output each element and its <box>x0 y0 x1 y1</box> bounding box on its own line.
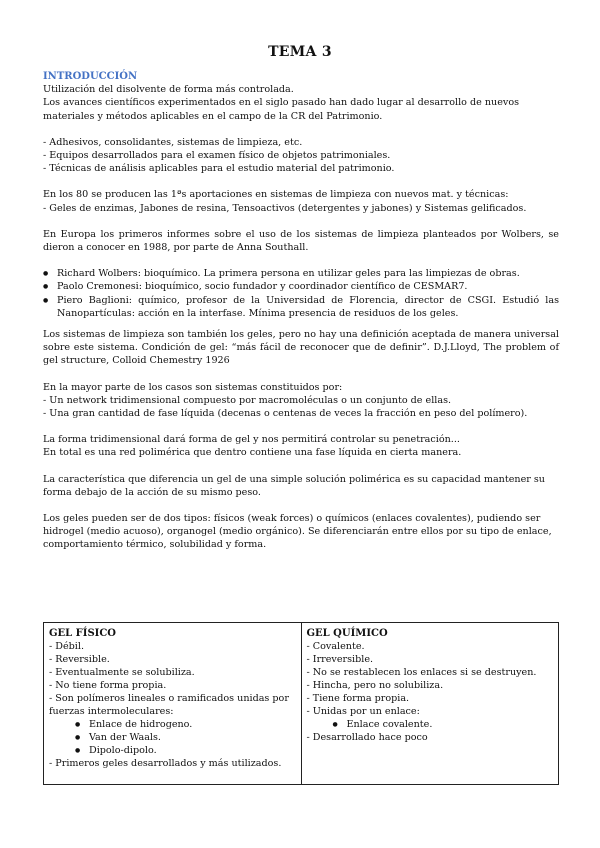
form-line-1: La forma tridimensional dará forma de gel y nos permitirá controlar su penetración... <box>43 434 460 446</box>
table-item: - Débil. <box>49 641 84 652</box>
list-item: ● Richard Wolbers: bioquímico. La primera persona en utilizar geles para las limpiezas de obras. <box>43 267 559 280</box>
list-item: ● Enlace de hidrogeno. <box>75 718 296 731</box>
eighties-line-2: - Geles de enzimas, Jabones de resina, Tensoactivos (detergentes y jabones) y Sistemas gelificados. <box>43 202 527 214</box>
list-item: ● Piero Baglioni: químico, profesor de la Universidad de Florencia, director de CSGI. Estudió las Nanopartículas: acción en la interfase. Mínima presencia de residuos de los geles. <box>43 294 559 320</box>
gel-quimico-heading: GEL QUÍMICO <box>306 628 388 639</box>
table-item: - Hincha, pero no solubiliza. <box>306 680 444 691</box>
dash-item: - Equipos desarrollados para el examen físico de objetos patrimoniales. <box>43 150 391 162</box>
dash-item: - Adhesivos, consolidantes, sistemas de limpieza, etc. <box>43 136 303 148</box>
bond-list <box>307 718 554 731</box>
systems-item: - Un network tridimensional compuesto por macromoléculas o un conjunto de ellas. <box>43 394 452 406</box>
table-item: - Tiene forma propia. <box>306 693 410 704</box>
table-item: - Reversible. <box>49 654 110 665</box>
page-title: TEMA 3 <box>268 44 332 60</box>
table-item: - Covalente. <box>306 641 365 652</box>
table-item: - Son polímeros lineales o ramificados unidas por fuerzas intermoleculares: <box>49 693 289 717</box>
systems-item: - Una gran cantidad de fase líquida (decenas o centenas de veces la fracción en peso del polímero). <box>43 408 528 420</box>
gel-fisico-cell <box>44 623 302 785</box>
list-item: ● Enlace covalente. <box>333 718 554 731</box>
intro-line-1: Utilización del disolvente de forma más controlada. <box>43 84 294 96</box>
types-paragraph: Los geles pueden ser de dos tipos: físicos (weak forces) o químicos (enlaces covalentes), pudiendo ser hidrogel (medio acuoso), organogel (medio orgánico). Se diferenciarán entre ellos por su tipo de enlace, comportamiento térmico, solubilidad y forma. <box>43 513 552 551</box>
table-item: - Primeros geles desarrollados y más utilizados. <box>49 758 282 769</box>
document-body <box>43 70 559 552</box>
list-item: ● Dipolo-dipolo. <box>75 744 296 757</box>
gel-quimico-cell <box>301 623 559 785</box>
table-item: - Irreversible. <box>306 654 374 665</box>
intro-line-2: Los avances científicos experimentados en el siglo pasado han dado lugar al desarrollo de nuevos materiales y métodos aplicables en el campo de la CR del Patrimonio. <box>43 97 520 122</box>
gel-definition-paragraph: Los sistemas de limpieza son también los geles, pero no hay una definición aceptada de manera universal sobre este sistema. Condición de gel: “más fácil de reconocer que de definir”. D.J.Lloyd, The problem of gel structure, Colloid Chemestry 1926 <box>43 329 559 367</box>
europe-paragraph: En Europa los primeros informes sobre el uso de los sistemas de limpieza planteados por Wolbers, se dieron a conocer en 1988, por parte de Anna Southall. <box>43 228 559 254</box>
intro-heading: INTRODUCCIÓN <box>43 71 138 82</box>
systems-intro: En la mayor parte de los casos son sistemas constituidos por: <box>43 381 343 393</box>
table-item: - Desarrollado hace poco <box>306 732 428 743</box>
people-list <box>43 267 559 320</box>
table-item: - Eventualmente se solubiliza. <box>49 667 195 678</box>
table-item: - Unidas por un enlace: <box>306 706 420 717</box>
gel-fisico-heading: GEL FÍSICO <box>49 628 117 639</box>
form-line-2: En total es una red polimérica que dentro contiene una fase líquida en cierta manera. <box>43 447 462 459</box>
table-item: - No se restablecen los enlaces si se destruyen. <box>306 667 537 678</box>
list-item: ● Paolo Cremonesi: bioquímico, socio fundador y coordinador científico de CESMAR7. <box>43 280 559 293</box>
dash-item: - Técnicas de análisis aplicables para el estudio material del patrimonio. <box>43 163 395 175</box>
characteristic-paragraph: La característica que diferencia un gel de una simple solución polimérica es su capacidad mantener su forma debajo de la acción de su mismo peso. <box>43 473 545 498</box>
list-item: ● Van der Waals. <box>75 731 296 744</box>
bond-list <box>49 718 296 757</box>
eighties-line-1: En los 80 se producen las 1ªs aportaciones en sistemas de limpieza con nuevos mat. y técnicas: <box>43 189 509 201</box>
gel-comparison-table <box>43 622 559 785</box>
table-item: - No tiene forma propia. <box>49 680 167 691</box>
